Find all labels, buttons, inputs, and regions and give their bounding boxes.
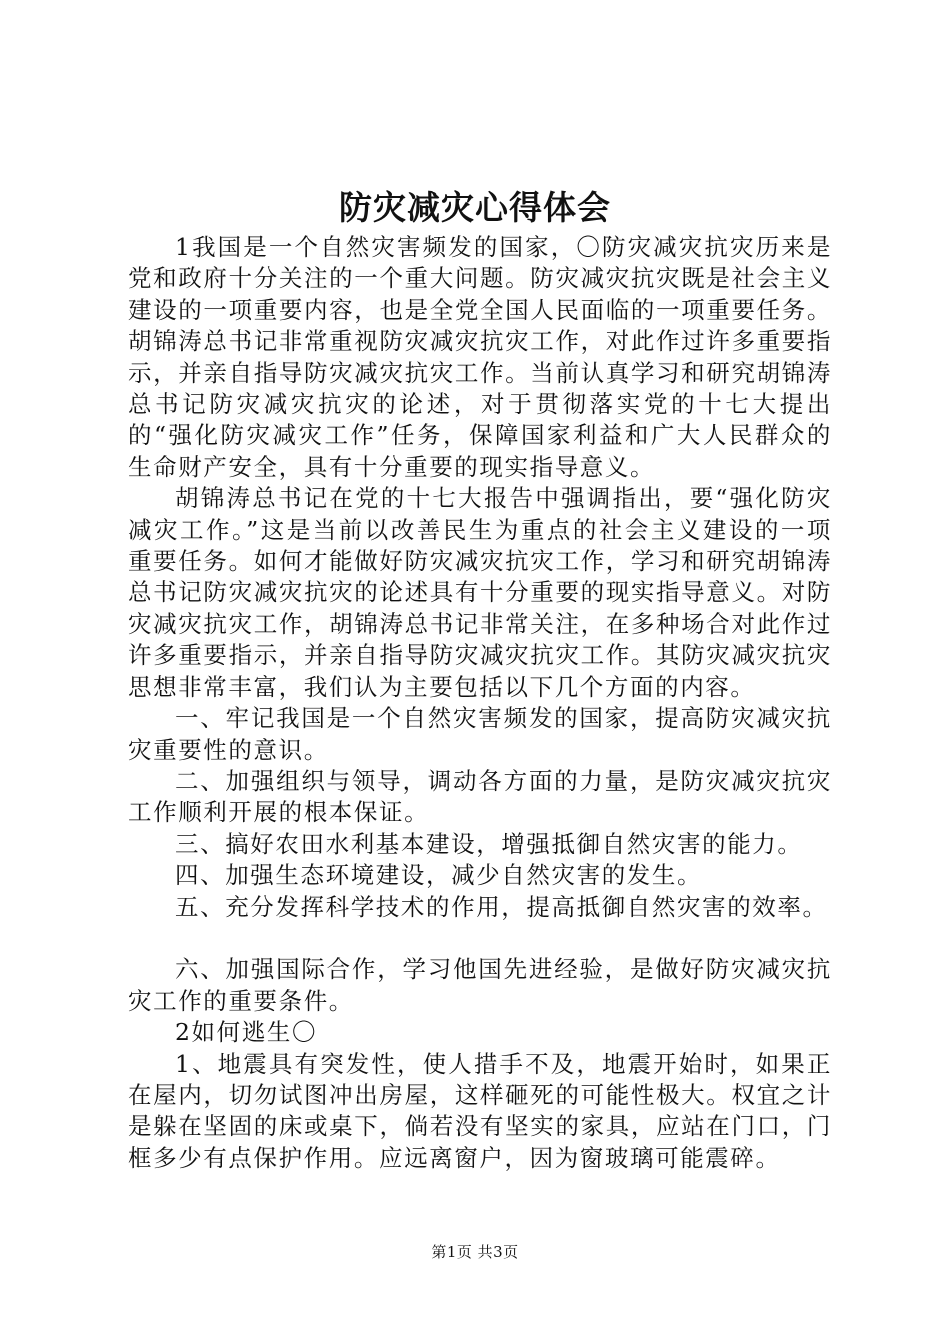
paragraph: 六、加强国际合作，学习他国先进经验，是做好防灾减灾抗灾工作的重要条件。	[128, 955, 832, 1015]
paragraph: 四、加强生态环境建设，减少自然灾害的发生。	[175, 861, 703, 890]
paragraph: 1我国是一个自然灾害频发的国家，〇防灾减灾抗灾历来是党和政府十分关注的一个重大问题。防灾减灾抗灾既是社会主义建设的一项重要内容，也是全党全国人民面临的一项重要任务。胡锦涛总书记非常重视防灾减灾抗灾工作，对此作过许多重要指示，并亲自指导防灾减灾抗灾工作。当前认真学习和研究胡锦涛总书记防灾减灾抗灾的论述，对于贯彻落实党的十七大提出的“强化防灾减灾工作”任务，保障国家利益和广大人民群众的生命财产安全，具有十分重要的现实指导意义。	[128, 233, 832, 481]
paragraph: 胡锦涛总书记在党的十七大报告中强调指出，要“强化防灾减灾工作。”这是当前以改善民生为重点的社会主义建设的一项重要任务。如何才能做好防灾减灾抗灾工作，学习和研究胡锦涛总书记防灾减灾抗灾的论述具有十分重要的现实指导意义。对防灾减灾抗灾工作，胡锦涛总书记非常关注，在多种场合对此作过许多重要指示，并亲自指导防灾减灾抗灾工作。其防灾减灾抗灾思想非常丰富，我们认为主要包括以下几个方面的内容。	[128, 484, 832, 701]
paragraph: 一、牢记我国是一个自然灾害频发的国家，提高防灾减灾抗灾重要性的意识。	[128, 704, 832, 764]
paragraph: 五、充分发挥科学技术的作用，提高抵御自然灾害的效率。	[175, 892, 828, 921]
document-body	[128, 232, 832, 1174]
section-heading: 2如何逃生〇	[175, 1018, 318, 1047]
page-footer: 第1页 共3页	[431, 1243, 519, 1261]
paragraph: 1、地震具有突发性，使人措手不及，地震开始时，如果正在屋内，切勿试图冲出房屋，这样砸死的可能性极大。权宜之计是躲在坚固的床或桌下，倘若没有坚实的家具，应站在门口，门框多少有点保护作用。应远离窗户，因为窗玻璃可能震碎。	[128, 1049, 832, 1172]
paragraph: 三、搞好农田水利基本建设，增强抵御自然灾害的能力。	[175, 829, 803, 858]
document-title: 防灾减灾心得体会	[339, 188, 611, 227]
paragraph: 二、加强组织与领导，调动各方面的力量，是防灾减灾抗灾工作顺利开展的根本保证。	[128, 766, 832, 827]
